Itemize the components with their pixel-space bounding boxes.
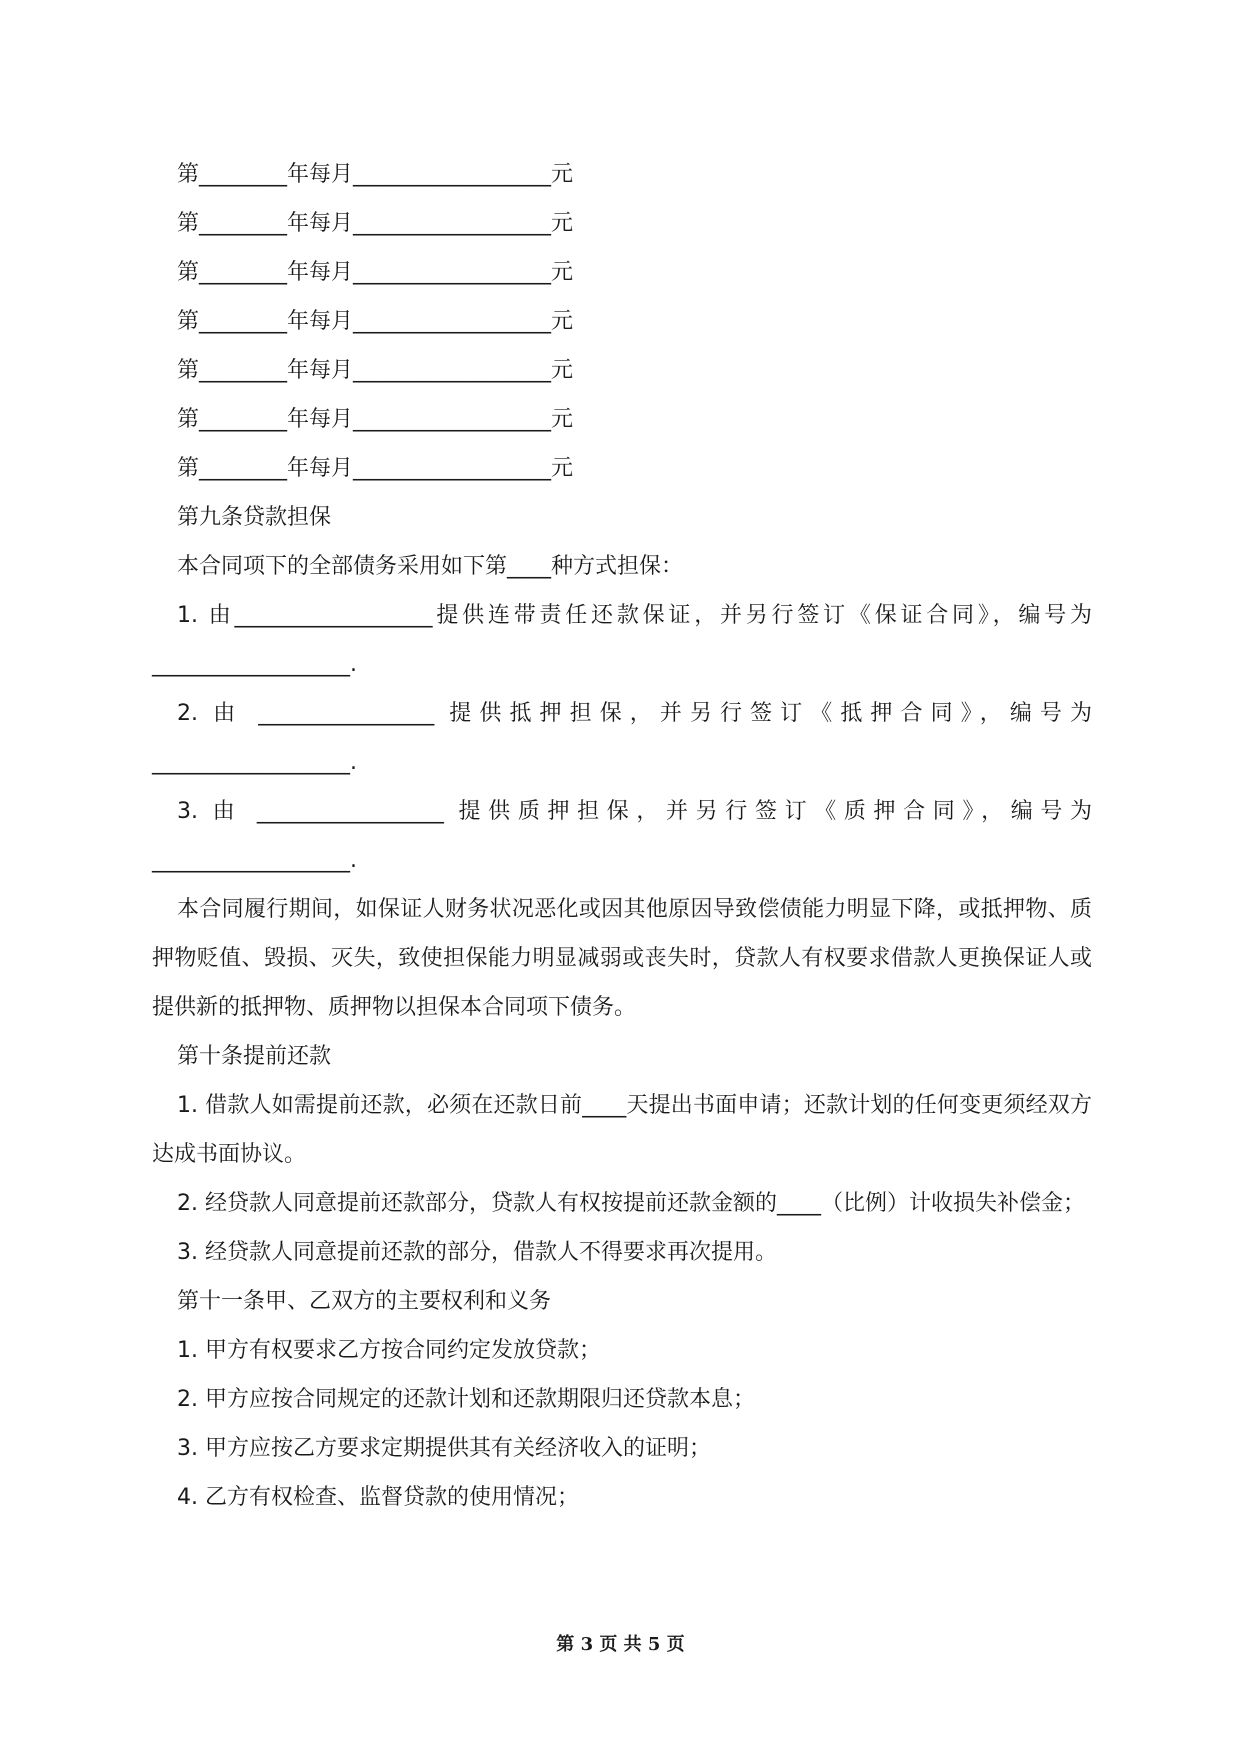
repayment-line: 第________年每月__________________元	[177, 456, 574, 481]
repayment-line: 第________年每月__________________元	[177, 407, 574, 432]
repayment-line: 第________年每月__________________元	[177, 260, 574, 285]
repayment-line: 第________年每月__________________元	[177, 309, 574, 334]
article-11-item-1: 1. 甲方有权要求乙方按合同约定发放贷款；	[177, 1338, 601, 1363]
repayment-line: 第________年每月__________________元	[177, 211, 574, 236]
article-9-title: 第九条贷款担保	[177, 505, 332, 530]
article-10-title: 第十条提前还款	[177, 1044, 332, 1069]
page-body	[152, 150, 1092, 1522]
article-9-item-3: 3. 由 _________________ 提供质押担保，并另行签订《质押合同》，编号为__________________.	[152, 799, 1092, 873]
article-11-item-3: 3. 甲方应按乙方要求定期提供其有关经济收入的证明；	[177, 1436, 711, 1461]
article-10-item-2: 2. 经贷款人同意提前还款部分，贷款人有权按提前还款金额的____（比例）计收损失补偿金；	[177, 1191, 1085, 1216]
article-9-clause: 本合同履行期间，如保证人财务状况恶化或因其他原因导致偿债能力明显下降，或抵押物、质押物贬值、毁损、灭失，致使担保能力明显减弱或丧失时，贷款人有权要求借款人更换保证人或提供新的抵押物、质押物以担保本合同项下债务。	[152, 897, 1092, 1020]
repayment-line: 第________年每月__________________元	[177, 162, 574, 187]
repayment-line: 第________年每月__________________元	[177, 358, 574, 383]
article-11-item-4: 4. 乙方有权检查、监督贷款的使用情况；	[177, 1485, 579, 1510]
article-10-item-1: 1. 借款人如需提前还款，必须在还款日前____天提出书面申请；还款计划的任何变更须经双方达成书面协议。	[152, 1093, 1092, 1167]
article-11-item-2: 2. 甲方应按合同规定的还款计划和还款期限归还贷款本息；	[177, 1387, 755, 1412]
article-10-item-3: 3. 经贷款人同意提前还款的部分，借款人不得要求再次提用。	[177, 1240, 777, 1265]
article-9-intro: 本合同项下的全部债务采用如下第____种方式担保：	[177, 554, 684, 579]
page-number: 第 3 页 共 5 页	[556, 1634, 685, 1655]
article-9-item-1: 1. 由__________________提供连带责任还款保证，并另行签订《保证合同》，编号为__________________.	[152, 603, 1092, 677]
article-9-item-2: 2. 由 ________________ 提供抵押担保，并另行签订《抵押合同》，编号为__________________.	[152, 701, 1092, 775]
article-11-title: 第十一条甲、乙双方的主要权利和义务	[177, 1289, 552, 1314]
